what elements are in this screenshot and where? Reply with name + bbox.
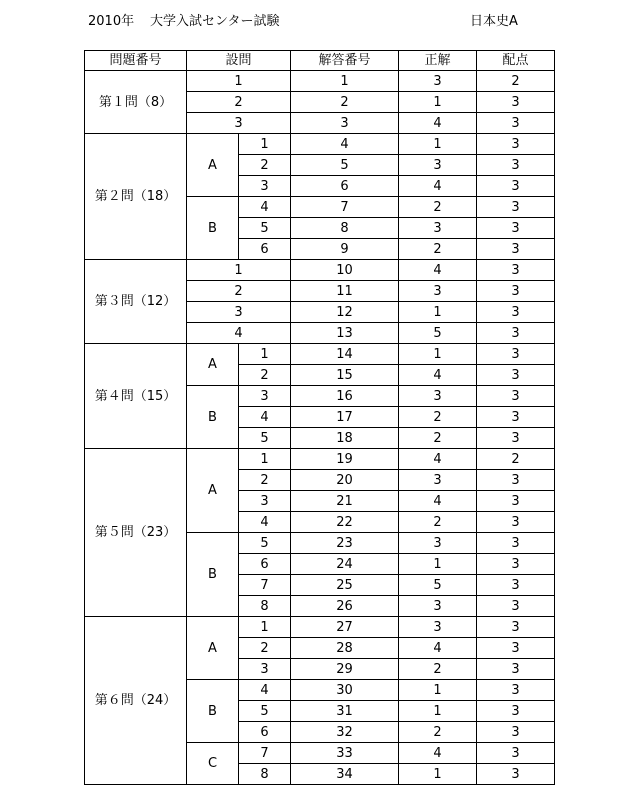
- answer-number: 26: [291, 596, 399, 617]
- answer-number: 22: [291, 512, 399, 533]
- problem-number: 第５問（23）: [85, 449, 187, 617]
- answer-number: 11: [291, 281, 399, 302]
- correct-answer: 4: [399, 176, 477, 197]
- answer-number: 12: [291, 302, 399, 323]
- question-number: 1: [187, 260, 291, 281]
- question-number: 3: [239, 386, 291, 407]
- answer-number: 13: [291, 323, 399, 344]
- section-label: A: [187, 134, 239, 197]
- points: 3: [477, 113, 555, 134]
- answer-number: 24: [291, 554, 399, 575]
- column-header-question: 設問: [187, 51, 291, 71]
- correct-answer: 5: [399, 575, 477, 596]
- question-number: 3: [187, 113, 291, 134]
- correct-answer: 5: [399, 323, 477, 344]
- question-number: 8: [239, 764, 291, 785]
- correct-answer: 1: [399, 134, 477, 155]
- points: 3: [477, 701, 555, 722]
- points: 3: [477, 260, 555, 281]
- question-number: 1: [239, 449, 291, 470]
- answer-number: 10: [291, 260, 399, 281]
- correct-answer: 3: [399, 617, 477, 638]
- column-header-answer-number: 解答番号: [291, 51, 399, 71]
- table-row: [85, 449, 555, 470]
- points: 3: [477, 92, 555, 113]
- points: 2: [477, 71, 555, 92]
- column-header-correct: 正解: [399, 51, 477, 71]
- correct-answer: 3: [399, 71, 477, 92]
- points: 3: [477, 176, 555, 197]
- question-number: 1: [239, 344, 291, 365]
- correct-answer: 1: [399, 302, 477, 323]
- question-number: 4: [239, 512, 291, 533]
- correct-answer: 4: [399, 491, 477, 512]
- points: 3: [477, 365, 555, 386]
- question-number: 4: [239, 407, 291, 428]
- answer-number: 31: [291, 701, 399, 722]
- question-number: 1: [187, 71, 291, 92]
- correct-answer: 2: [399, 512, 477, 533]
- points: 3: [477, 743, 555, 764]
- points: 3: [477, 428, 555, 449]
- points: 3: [477, 554, 555, 575]
- question-number: 6: [239, 722, 291, 743]
- correct-answer: 2: [399, 197, 477, 218]
- points: 3: [477, 302, 555, 323]
- question-number: 5: [239, 701, 291, 722]
- table-row: [85, 344, 555, 365]
- points: 3: [477, 764, 555, 785]
- correct-answer: 4: [399, 638, 477, 659]
- question-number: 7: [239, 575, 291, 596]
- question-number: 1: [239, 617, 291, 638]
- correct-answer: 1: [399, 764, 477, 785]
- answer-number: 3: [291, 113, 399, 134]
- answer-number: 1: [291, 71, 399, 92]
- answer-number: 4: [291, 134, 399, 155]
- table-row: [85, 260, 555, 281]
- question-number: 3: [239, 491, 291, 512]
- points: 3: [477, 659, 555, 680]
- answer-number: 34: [291, 764, 399, 785]
- points: 3: [477, 638, 555, 659]
- points: 3: [477, 407, 555, 428]
- points: 3: [477, 680, 555, 701]
- answer-number: 14: [291, 344, 399, 365]
- answer-number: 29: [291, 659, 399, 680]
- correct-answer: 2: [399, 407, 477, 428]
- table-header-row: [85, 51, 555, 71]
- question-number: 5: [239, 218, 291, 239]
- question-number: 1: [239, 134, 291, 155]
- points: 3: [477, 281, 555, 302]
- answer-number: 23: [291, 533, 399, 554]
- points: 3: [477, 218, 555, 239]
- correct-answer: 3: [399, 470, 477, 491]
- points: 3: [477, 323, 555, 344]
- correct-answer: 4: [399, 365, 477, 386]
- correct-answer: 3: [399, 533, 477, 554]
- section-label: A: [187, 449, 239, 533]
- points: 3: [477, 596, 555, 617]
- points: 3: [477, 491, 555, 512]
- question-number: 8: [239, 596, 291, 617]
- section-label: A: [187, 344, 239, 386]
- section-label: C: [187, 743, 239, 785]
- section-label: B: [187, 533, 239, 617]
- correct-answer: 2: [399, 239, 477, 260]
- points: 3: [477, 722, 555, 743]
- problem-number: 第６問（24）: [85, 617, 187, 785]
- answer-number: 21: [291, 491, 399, 512]
- question-number: 2: [239, 638, 291, 659]
- answer-number: 19: [291, 449, 399, 470]
- correct-answer: 4: [399, 449, 477, 470]
- correct-answer: 4: [399, 743, 477, 764]
- answer-number: 25: [291, 575, 399, 596]
- section-label: B: [187, 680, 239, 743]
- table-row: [85, 71, 555, 92]
- answer-number: 30: [291, 680, 399, 701]
- section-label: B: [187, 197, 239, 260]
- answer-number: 27: [291, 617, 399, 638]
- answer-number: 17: [291, 407, 399, 428]
- answer-number: 2: [291, 92, 399, 113]
- question-number: 2: [239, 155, 291, 176]
- section-label: B: [187, 386, 239, 449]
- correct-answer: 1: [399, 554, 477, 575]
- correct-answer: 2: [399, 659, 477, 680]
- correct-answer: 4: [399, 260, 477, 281]
- answer-number: 5: [291, 155, 399, 176]
- question-number: 2: [187, 281, 291, 302]
- problem-number: 第３問（12）: [85, 260, 187, 344]
- points: 3: [477, 197, 555, 218]
- points: 3: [477, 470, 555, 491]
- column-header-problem: 問題番号: [85, 51, 187, 71]
- exam-title: 大学入試センター試験: [150, 14, 280, 29]
- points: 3: [477, 386, 555, 407]
- points: 2: [477, 449, 555, 470]
- answer-table: [84, 50, 555, 785]
- table-row: [85, 617, 555, 638]
- answer-number: 33: [291, 743, 399, 764]
- column-header-points: 配点: [477, 51, 555, 71]
- answer-table-body: [85, 71, 555, 785]
- answer-number: 18: [291, 428, 399, 449]
- exam-subject: 日本史A: [470, 14, 518, 29]
- answer-number: 20: [291, 470, 399, 491]
- points: 3: [477, 617, 555, 638]
- points: 3: [477, 155, 555, 176]
- points: 3: [477, 512, 555, 533]
- answer-number: 16: [291, 386, 399, 407]
- question-number: 2: [187, 92, 291, 113]
- question-number: 4: [239, 197, 291, 218]
- points: 3: [477, 239, 555, 260]
- correct-answer: 2: [399, 722, 477, 743]
- points: 3: [477, 134, 555, 155]
- correct-answer: 3: [399, 155, 477, 176]
- section-label: A: [187, 617, 239, 680]
- points: 3: [477, 344, 555, 365]
- correct-answer: 1: [399, 344, 477, 365]
- answer-number: 28: [291, 638, 399, 659]
- question-number: 3: [187, 302, 291, 323]
- question-number: 2: [239, 470, 291, 491]
- question-number: 4: [187, 323, 291, 344]
- question-number: 3: [239, 659, 291, 680]
- question-number: 7: [239, 743, 291, 764]
- correct-answer: 3: [399, 281, 477, 302]
- correct-answer: 1: [399, 92, 477, 113]
- answer-number: 15: [291, 365, 399, 386]
- problem-number: 第１問（8）: [85, 71, 187, 134]
- question-number: 3: [239, 176, 291, 197]
- correct-answer: 2: [399, 428, 477, 449]
- table-row: [85, 134, 555, 155]
- correct-answer: 3: [399, 386, 477, 407]
- answer-number: 32: [291, 722, 399, 743]
- correct-answer: 4: [399, 113, 477, 134]
- points: 3: [477, 575, 555, 596]
- correct-answer: 3: [399, 218, 477, 239]
- answer-number: 8: [291, 218, 399, 239]
- question-number: 4: [239, 680, 291, 701]
- question-number: 5: [239, 533, 291, 554]
- question-number: 6: [239, 239, 291, 260]
- points: 3: [477, 533, 555, 554]
- answer-number: 9: [291, 239, 399, 260]
- correct-answer: 1: [399, 701, 477, 722]
- answer-number: 6: [291, 176, 399, 197]
- question-number: 6: [239, 554, 291, 575]
- exam-year: 2010年: [88, 14, 135, 29]
- question-number: 5: [239, 428, 291, 449]
- problem-number: 第４問（15）: [85, 344, 187, 449]
- correct-answer: 1: [399, 680, 477, 701]
- problem-number: 第２問（18）: [85, 134, 187, 260]
- answer-number: 7: [291, 197, 399, 218]
- correct-answer: 3: [399, 596, 477, 617]
- question-number: 2: [239, 365, 291, 386]
